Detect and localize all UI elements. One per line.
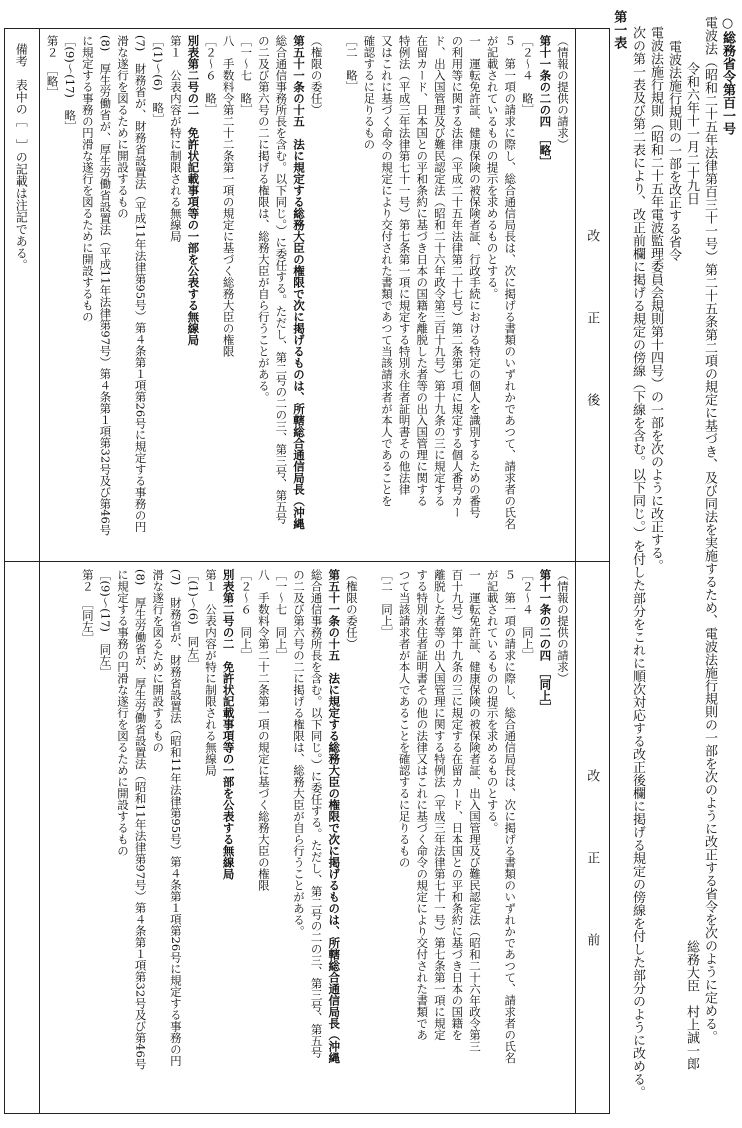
text-line: ［２～４ 略］ — [520, 35, 535, 116]
text-line: (7) 財務省が、財務省設置法（昭和11年法律第95号）第４条第１項第26号に規定する事務の円 — [168, 569, 183, 1067]
text-line: ［二 略］ — [344, 35, 359, 93]
text-line: 別表第二号の二 免許状記載事項等の一部を公表する無線局 — [221, 569, 236, 880]
text-line: 八 手数料令第二十二条第一項の規定に基づく総務大臣の権限 — [221, 35, 236, 357]
text-line: 一 運転免許証、健康保険の被保険者証、出入国管理及び難民認定法（昭和二十六年政令第三 — [468, 569, 482, 1052]
text-line: 第五十一条の十五 法に規定する総務大臣の権限で次に掲げるものは、所轄総合通信局長（沖縄 — [292, 35, 306, 530]
text-line: ［二 同上］ — [380, 569, 394, 638]
text-line: ５ 第一項の請求に際し、総合通信局長は、次に掲げる書類のいずれかであつて、請求者の氏名 — [503, 569, 518, 1064]
text-line: (8) 厚生労働省が、厚生労働省設置法（昭和11年法律第97号）第４条第１項第32号及び第46号 — [133, 569, 148, 1070]
ordinance-title: ○総務省令第百一号 — [720, 16, 735, 135]
text-line: ［一～七 同上］ — [274, 569, 289, 661]
column-header-after: 改 正 後 — [584, 229, 600, 434]
enactment-date: 令和六年十一月二十九日 — [684, 62, 699, 205]
text-line: 第十一条の二の四 ［同上］ — [538, 569, 553, 713]
text-line: の二及び第六号の二に掲げる権限は、総務大臣が自ら行うことがある。 — [256, 35, 271, 403]
remark-separator — [39, 29, 40, 1113]
comparison-table — [4, 28, 610, 1114]
table-remark: 備考 表中の［ ］の記載は注記である。 — [14, 43, 29, 271]
text-line: 第十一条の二の四 ［略］ — [538, 35, 553, 168]
text-line: 滑な遂行を図るために開設するもの — [116, 35, 130, 219]
text-line: 又はこれに基づく命令の規定により交付された書類であつて当該請求者が本人であることを — [380, 35, 394, 507]
text-line: 離脱した者等の出入国管理に関する特例法（平成三年法律第七十一号）第七条第一項に規定 — [432, 569, 447, 1041]
text-line: する特別永住者証明書その他の法律又はこれに基づく命令の規定により交付された書類であ — [415, 569, 430, 1041]
text-line: ［(1)～(6) 同左］ — [186, 569, 201, 671]
text-line: が記載されているものの提示を求めるものとする。 — [485, 569, 500, 834]
column-header-before: 改 正 前 — [584, 769, 600, 974]
text-line: 八 手数料令第二十二条第一項の規定に基づく総務大臣の権限 — [256, 569, 271, 891]
text-line: ［一～七 略］ — [239, 35, 254, 116]
header-column-separator — [575, 29, 576, 1113]
text-line: 別表第二号の二 免許状記載事項等の一部を公表する無線局 — [186, 35, 201, 346]
text-line: (8) 厚生労働省が、厚生労働省設置法（平成11年法律第97号）第４条第１項第32号及び第46号 — [98, 35, 113, 536]
text-line: ［２～４ 同上］ — [520, 569, 535, 661]
text-line: 第１ 公表内容が特に制限される無線局 — [168, 35, 183, 242]
text-line: ［(9)～(17) 同左］ — [98, 569, 113, 678]
text-line: （権限の委任） — [344, 569, 359, 650]
text-line: 総合通信事務所長を含む。以下同じ。）に委任する。ただし、第二号の二の三、第三号、第五号 — [274, 35, 289, 524]
after-column-body — [45, 35, 571, 555]
text-line: 在留カード、日本国との平和条約に基づき日本の国籍を離脱した者等の出入国管理に関する — [415, 35, 430, 507]
text-line: の利用等に関する法律（平成二十五年法律第二十七号）第二条第七項に規定する個人番号カー — [450, 35, 465, 518]
text-line: ［(1)～(6) 略］ — [151, 35, 166, 126]
column-divider — [5, 561, 609, 562]
table-label: 第一表 — [611, 10, 627, 49]
amendment-statement: 電波法施行規則（昭和二十五年電波監理委員会規則第十四号）の一部を次のように改正する。 — [648, 26, 663, 572]
text-line: に規定する事務の円滑な遂行を図るために開設するもの — [116, 569, 130, 857]
text-line: 第２ ［同左］ — [80, 569, 95, 644]
text-line: 滑な遂行を図るために開設するもの — [151, 569, 166, 753]
text-line: 百十九号）第十九条の三に規定する在留カード、日本国との平和条約に基づき日本の国籍を — [450, 569, 465, 1041]
enactment-statement: 電波法（昭和二十五年法律第百三十一号）第二十五条第二項の規定に基づき、及び同法を実施するため、電波法施行規則の一部を次のように改正する省令を次のように定める。 — [702, 16, 717, 1043]
text-line: 総合通信事務所長を含む。以下同じ。）に委任する。ただし、第二号の二の三、第三号、第五号 — [309, 569, 324, 1058]
text-line: （権限の委任） — [309, 35, 324, 116]
text-line: つて当該請求者が本人であることを確認するに足りるもの — [397, 569, 412, 868]
text-line: の二及び第六号の二に掲げる権限は、総務大臣が自ら行うことがある。 — [292, 569, 306, 937]
text-line: 第五十一条の十五 法に規定する総務大臣の権限で次に掲げるものは、所轄総合通信局長（沖縄 — [327, 569, 342, 1064]
text-line: （情報の提供の請求） — [556, 569, 570, 684]
text-line: 第２ ［略］ — [45, 35, 60, 99]
text-line: （情報の提供の請求） — [556, 35, 570, 150]
amendment-method: 次の第一表及び第二表により、改正前欄に掲げる規定の傍線（下線を含む。以下同じ。）を付した部分をこれに順次対応する改正後欄に掲げる規定の傍線を付した部分のように改める。 — [630, 26, 645, 1099]
text-line: (7) 財務省が、財務省設置法（平成11年法律第95号）第４条第１項第26号に規定する事務の円 — [133, 35, 148, 533]
act-title: 電波法施行規則の一部を改正する省令 — [666, 40, 681, 261]
text-line: 一 運転免許証、健康保険の被保険者証、行政手続における特定の個人を識別するための番号 — [468, 35, 482, 518]
text-line: 特例法（平成三年法律第七十一号）第七条第一項に規定する特別永住者証明書その他法律 — [397, 35, 412, 495]
before-column-body — [45, 569, 571, 1109]
text-line: ５ 第一項の請求に際し、総合通信局長は、次に掲げる書類のいずれかであつて、請求者の氏名 — [503, 35, 518, 530]
text-line: 確認するに足りるもの — [362, 35, 377, 150]
text-line: ［(9)～(17) 略］ — [63, 35, 78, 133]
text-line: ド、出入国管理及び難民認定法（昭和二十六年政令第三百十九号）第十九条の三に規定する — [432, 35, 447, 507]
text-line: ［２～６ 略］ — [204, 35, 218, 116]
text-line: が記載されているものの提示を求めるものとする。 — [485, 35, 500, 300]
text-line: に規定する事務の円滑な遂行を図るために開設するもの — [80, 35, 95, 323]
text-line: 第１ 公表内容が特に制限される無線局 — [204, 569, 218, 776]
minister-signature: 総務大臣 村上誠一郎 — [684, 940, 699, 1070]
text-line: ［２～６ 同上］ — [239, 569, 254, 661]
